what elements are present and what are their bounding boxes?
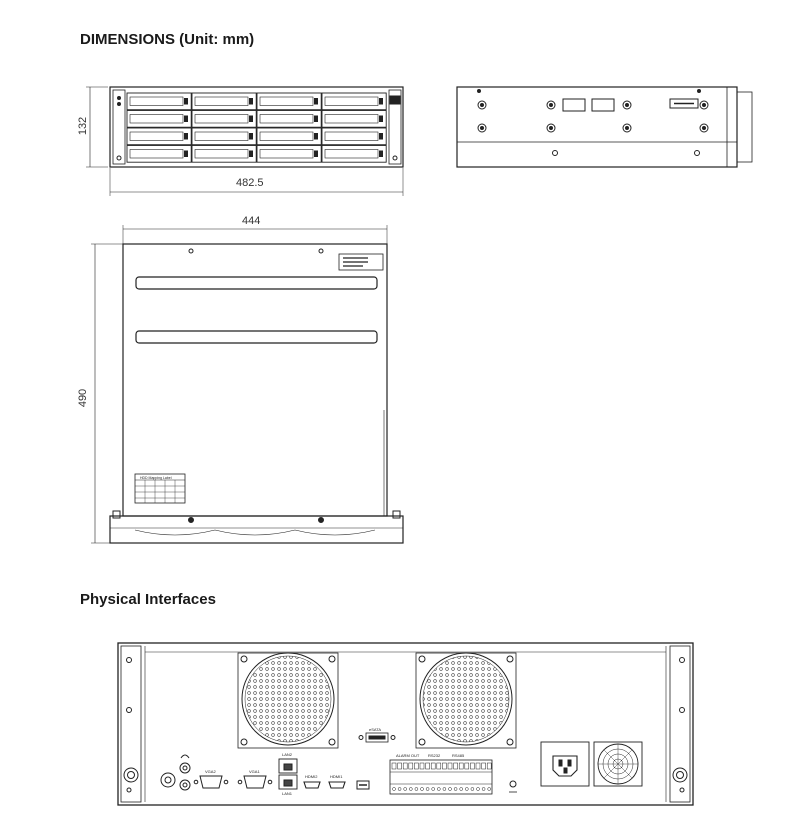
rear-view: [457, 87, 752, 167]
drive-bay-handle: [325, 97, 378, 106]
top-depth-label: 490: [77, 388, 90, 408]
drive-bay-latch: [184, 151, 188, 158]
drive-bay-handle: [325, 150, 378, 159]
terminal-pin: [470, 763, 474, 769]
terminal-pin: [476, 763, 480, 769]
terminal-screw: [415, 788, 418, 791]
hdmi2-label: HDMI2: [305, 774, 318, 779]
front-height-label: 132: [77, 116, 90, 136]
hdd-mapping-label: HDD Mapping Label: [140, 476, 172, 480]
drive-bay-handle: [195, 150, 248, 159]
drive-bay: [322, 93, 386, 110]
dimensions-title: DIMENSIONS (Unit: mm): [80, 31, 255, 48]
terminal-screw: [477, 788, 480, 791]
terminal-pin: [437, 763, 441, 769]
terminal-screw: [437, 788, 440, 791]
drive-bay-latch: [314, 151, 318, 158]
terminal-screw: [398, 788, 401, 791]
drive-bay: [322, 128, 386, 145]
drive-bay-latch: [379, 151, 383, 158]
terminal-pin: [459, 763, 463, 769]
rear-panel: [118, 643, 693, 805]
hdmi1-label: HDMI1: [330, 774, 343, 779]
front-view: [86, 87, 403, 196]
interfaces-title: Physical Interfaces: [80, 591, 216, 608]
terminal-pin: [420, 763, 424, 769]
drive-bay-latch: [314, 98, 318, 105]
terminal-screw: [432, 788, 435, 791]
drive-bay-latch: [379, 116, 383, 123]
terminal-pin: [398, 763, 402, 769]
terminal-pin: [426, 763, 430, 769]
drive-bay-handle: [260, 115, 313, 124]
drive-bay: [322, 111, 386, 128]
esata-label: eSATA: [369, 727, 382, 732]
drive-bay: [192, 111, 256, 128]
drive-bay: [257, 93, 321, 110]
drive-bay-latch: [184, 133, 188, 140]
terminal-pin: [392, 763, 396, 769]
rs485-label: RS485: [452, 753, 465, 758]
terminal-pin: [442, 763, 446, 769]
lan1-label: LAN1: [282, 791, 293, 796]
terminal-screw: [409, 788, 412, 791]
drive-bay: [192, 93, 256, 110]
drive-bay-handle: [130, 150, 183, 159]
drive-bay: [127, 128, 191, 145]
vga2-label: VGA2: [205, 769, 216, 774]
terminal-pin: [409, 763, 413, 769]
drive-bay-handle: [325, 115, 378, 124]
drive-bay-handle: [195, 132, 248, 141]
terminal-screw: [471, 788, 474, 791]
terminal-pin: [454, 763, 458, 769]
top-width-label: 444: [242, 215, 261, 227]
drive-bay-handle: [195, 97, 248, 106]
drive-bay-handle: [260, 97, 313, 106]
front-width-label: 482.5: [236, 177, 264, 189]
terminal-pin: [487, 763, 491, 769]
drive-bay-handle: [130, 115, 183, 124]
lan2-label: LAN2: [282, 752, 293, 757]
drive-bay: [127, 93, 191, 110]
drive-bay: [257, 128, 321, 145]
terminal-screw: [404, 788, 407, 791]
drive-bay-latch: [184, 98, 188, 105]
terminal-pin: [448, 763, 452, 769]
terminal-screw: [421, 788, 424, 791]
drive-bay-latch: [314, 133, 318, 140]
terminal-screw: [465, 788, 468, 791]
drive-bay: [127, 146, 191, 163]
terminal-screw: [426, 788, 429, 791]
drive-bay: [127, 111, 191, 128]
terminal-screw: [460, 788, 463, 791]
drive-bay: [257, 146, 321, 163]
drive-bay-latch: [249, 151, 253, 158]
drive-bay: [322, 146, 386, 163]
drive-bay: [257, 111, 321, 128]
terminal-pin: [414, 763, 418, 769]
terminal-screw: [488, 788, 491, 791]
vga1-label: VGA1: [249, 769, 260, 774]
drive-bay-handle: [260, 150, 313, 159]
drive-bay: [192, 146, 256, 163]
terminal-screw: [393, 788, 396, 791]
front-drive-bays: [127, 93, 386, 162]
drive-bay-handle: [325, 132, 378, 141]
terminal-pin: [403, 763, 407, 769]
rs232-label: RS232: [428, 753, 441, 758]
drive-bay-latch: [249, 116, 253, 123]
drive-bay-latch: [184, 116, 188, 123]
terminal-pin: [431, 763, 435, 769]
terminal-pin: [465, 763, 469, 769]
drive-bay-latch: [249, 133, 253, 140]
drive-bay-latch: [249, 98, 253, 105]
terminal-screw: [449, 788, 452, 791]
drive-bay-handle: [130, 97, 183, 106]
alarm-out-label: ALARM OUT: [396, 753, 420, 758]
terminal-screw: [443, 788, 446, 791]
top-view: [91, 225, 403, 543]
terminal-pin: [482, 763, 486, 769]
drive-bay-handle: [130, 132, 183, 141]
drive-bay-latch: [379, 133, 383, 140]
drive-bay-latch: [314, 116, 318, 123]
terminal-screw: [454, 788, 457, 791]
terminal-screw: [482, 788, 485, 791]
drive-bay-handle: [260, 132, 313, 141]
drive-bay: [192, 128, 256, 145]
alarm-terminals: [392, 763, 491, 791]
drive-bay-latch: [379, 98, 383, 105]
drive-bay-handle: [195, 115, 248, 124]
